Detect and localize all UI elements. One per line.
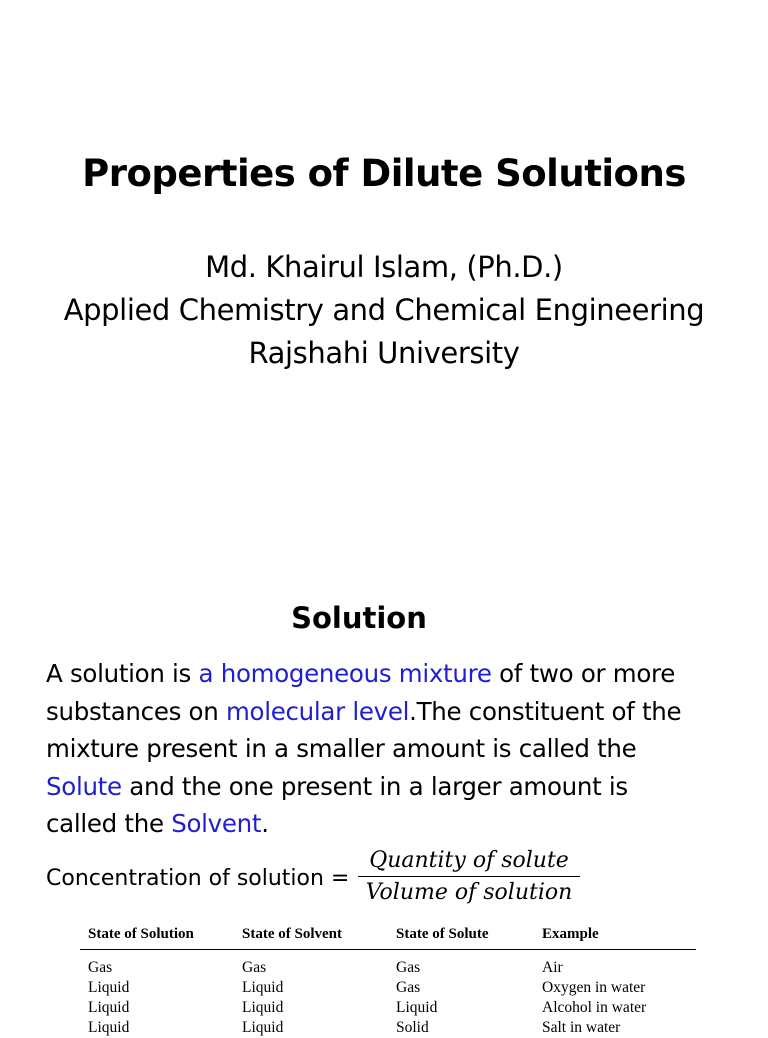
table-cell: Alcohol in water — [542, 999, 647, 1016]
table-row — [80, 950, 696, 979]
concentration-formula — [46, 846, 606, 912]
column-header: State of Solvent — [234, 918, 388, 950]
table-cell: Liquid — [242, 999, 284, 1016]
paragraph-line — [46, 693, 746, 731]
table-row — [80, 1018, 696, 1038]
table-cell: Gas — [88, 959, 113, 976]
table-header-row — [80, 918, 696, 950]
slide-title: Properties of Dilute Solutions — [82, 152, 686, 195]
text-run: of two or more — [491, 659, 676, 688]
table-cell: Oxygen in water — [542, 979, 646, 996]
author-name: Md. Khairul Islam, (Ph.D.) — [205, 250, 563, 284]
solution-slide — [0, 560, 768, 1036]
column-header: Example — [534, 918, 696, 950]
table-cell: Air — [542, 959, 563, 976]
text-run: A solution is — [46, 659, 199, 688]
column-header: State of Solution — [80, 918, 234, 950]
formula-lhs: Concentration of solution = — [46, 866, 350, 891]
highlight-term: Solute — [46, 771, 122, 801]
highlight-term: Solvent — [171, 809, 262, 838]
author-department: Applied Chemistry and Chemical Engineering — [63, 293, 705, 327]
table-cell: Gas — [396, 979, 421, 996]
table-cell: Gas — [242, 959, 267, 976]
text-run: substances on — [46, 696, 226, 726]
paragraph-line — [46, 768, 746, 806]
table-cell: Liquid — [396, 999, 438, 1016]
paragraph-line — [46, 655, 746, 693]
author-university: Rajshahi University — [248, 336, 520, 370]
column-header: State of Solute — [388, 918, 534, 950]
table-cell: Liquid — [88, 979, 130, 996]
table-cell: Solid — [396, 1019, 429, 1036]
table-cell: Salt in water — [542, 1019, 621, 1036]
definition-paragraph — [46, 655, 746, 843]
highlight-term: molecular level — [225, 696, 410, 726]
table-cell: Liquid — [242, 979, 284, 996]
author-block — [0, 246, 768, 375]
table-cell: Liquid — [88, 1019, 130, 1036]
table-cell: Liquid — [88, 999, 130, 1016]
highlight-term: a homogeneous mixture — [198, 659, 492, 688]
formula-denominator: Volume of solution — [365, 880, 573, 905]
text-run: . — [261, 809, 269, 838]
text-run: and the one present in a larger amount is — [121, 771, 628, 801]
table-row — [80, 998, 696, 1018]
solution-types-table — [80, 918, 696, 1038]
text-run: .The constituent of the — [409, 696, 682, 726]
formula-numerator: Quantity of solute — [369, 848, 569, 873]
formula-fraction — [356, 846, 582, 907]
paragraph-line — [46, 805, 746, 843]
table-row — [80, 978, 696, 998]
table-cell: Gas — [396, 959, 421, 976]
slide-heading: Solution — [291, 601, 427, 635]
table-cell: Liquid — [242, 1019, 284, 1036]
text-run: called the — [46, 809, 172, 838]
paragraph-line: mixture present in a smaller amount is called the — [46, 734, 637, 763]
